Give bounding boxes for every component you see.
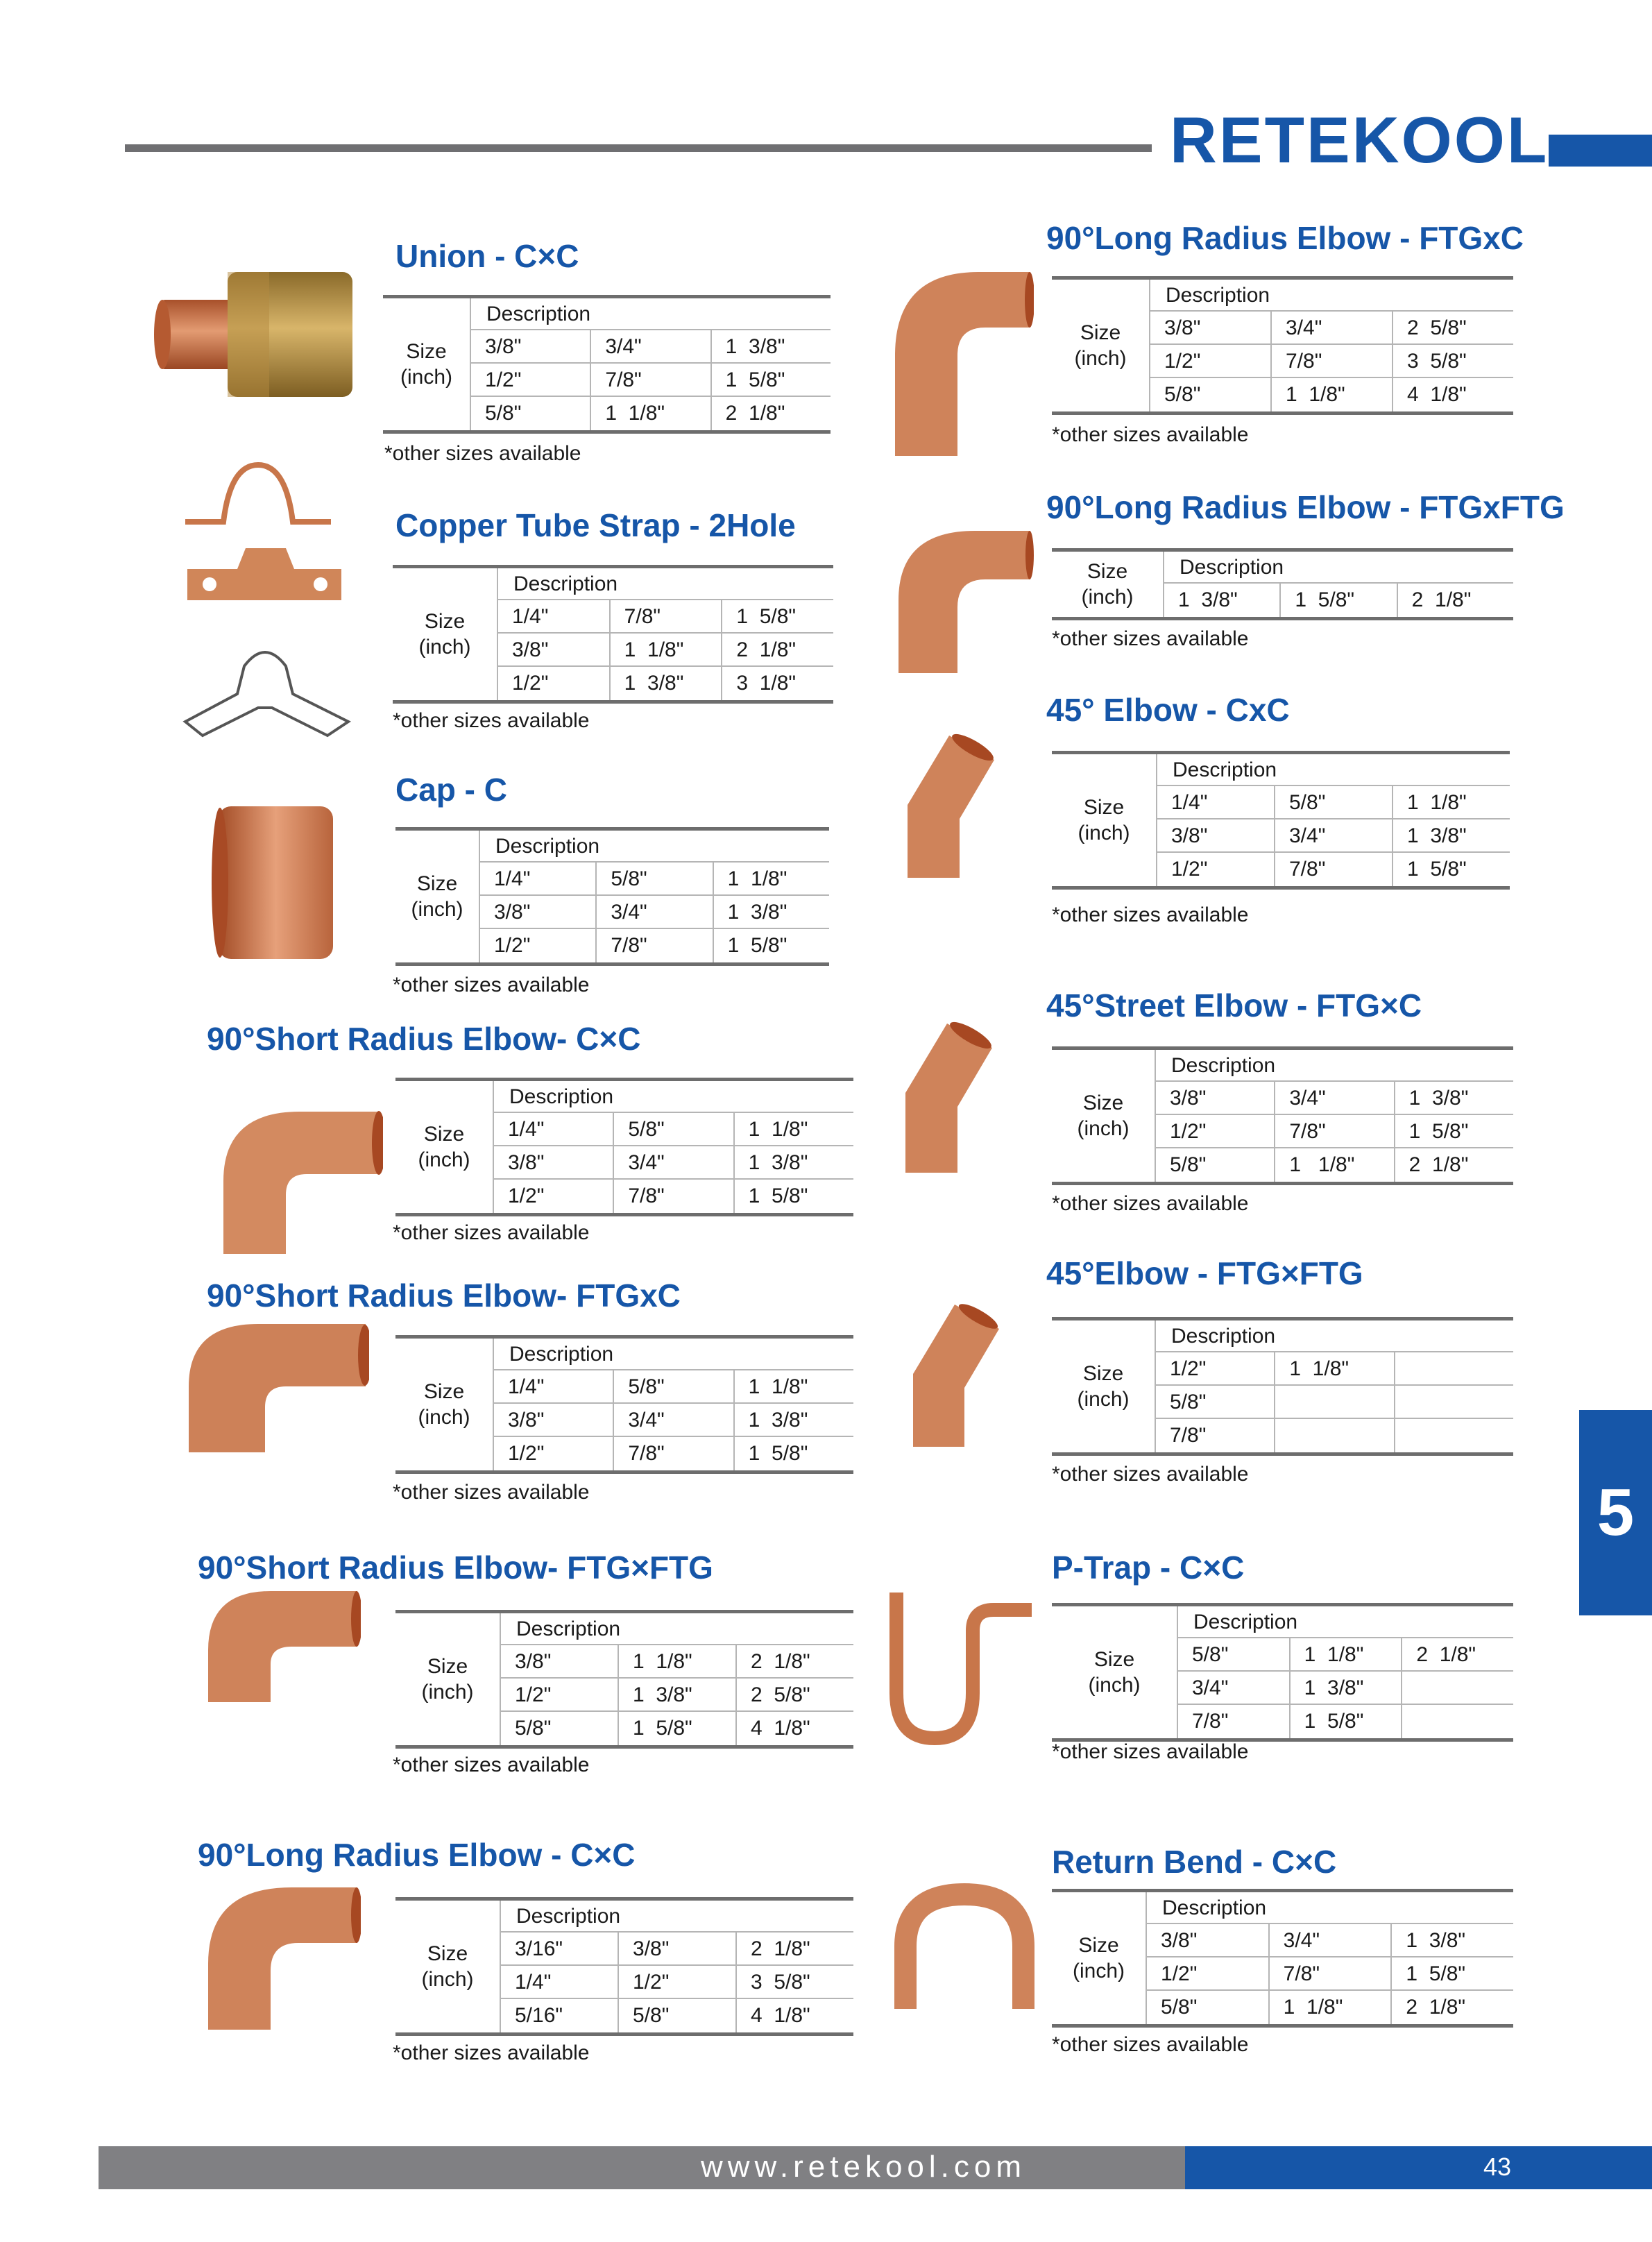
table-row: 3/8" 3/4" 2 5/8" [1149,312,1513,345]
size-label: Size (inch) [1081,559,1134,609]
table-row: 1/2" 7/8" 1 5/8" [470,364,831,397]
table-row: 1/4" 5/8" 1 1/8" [1156,786,1510,819]
spec-table-45-street-elbow [1052,1046,1513,1185]
long-elbow-cxc-image [201,1874,361,2033]
table-row: 1/2" 7/8" 1 5/8" [1156,853,1510,886]
size-label: Size (inch) [411,872,463,921]
table-row: 5/8" 1 1/8" 2 1/8" [1155,1148,1513,1182]
spec-table-short-elbow-ftgxftg [395,1610,853,1749]
size-label: Size (inch) [1074,321,1127,370]
footer-page-bar [1185,2146,1652,2189]
size-label: Size (inch) [421,1654,474,1704]
table-row: 5/8" 1 1/8" 2 1/8" [1146,1991,1513,2024]
brand-bar [1549,135,1652,167]
description-header: Description [1146,1892,1513,1924]
table-row: 1/4" 7/8" 1 5/8" [497,600,833,634]
table-row: 3/8" 3/4" 1 3/8" [1146,1924,1513,1957]
spec-table-long-elbow-ftgxftg [1052,548,1513,620]
table-row: 5/8" 1 5/8" 4 1/8" [500,1712,853,1745]
size-label: Size (inch) [418,1122,470,1171]
description-header: Description [1156,754,1510,786]
size-label: Size (inch) [1077,1361,1130,1411]
title-p-trap: P-Trap - C×C [1052,1549,1245,1586]
table-row: 3/16" 3/8" 2 1/8" [500,1933,853,1966]
footer-url: www.retekool.com [701,2150,1027,2184]
size-label: Size (inch) [421,1942,474,1991]
title-union: Union - C×C [395,238,579,274]
note-short-elbow-ftgxc: *other sizes available [393,1481,590,1504]
title-short-elbow-cxc: 90°Short Radius Elbow- C×C [207,1021,641,1057]
spec-table-45-elbow-cxc [1052,751,1510,890]
size-label: Size (inch) [1078,795,1130,844]
table-row: 3/8" 3/4" 1 3/8" [479,896,829,929]
table-row: 3/8" 3/4" 1 3/8" [493,1146,853,1180]
table-row: 1/2" 1 3/8" 2 5/8" [500,1679,853,1712]
45-elbow-ftgxftg-image [908,1298,1005,1450]
p-trap-image [883,1589,1035,1749]
short-elbow-cxc-image [196,1084,383,1257]
description-header: Description [497,568,833,600]
spec-table-long-elbow-cxc [395,1897,853,2036]
title-long-elbow-cxc: 90°Long Radius Elbow - C×C [198,1837,636,1873]
short-elbow-ftgxftg-image [201,1581,361,1706]
table-row: 1/2" 7/8" 1 5/8" [493,1437,853,1470]
title-45-elbow-cxc: 45° Elbow - CxC [1046,692,1290,728]
table-row: 1/2" 7/8" 3 5/8" [1149,345,1513,378]
section-tab: 5 [1579,1410,1652,1615]
table-row: 1/4" 1/2" 3 5/8" [500,1966,853,1999]
table-row: 3/8" 3/4" 1 3/8" [1155,1082,1513,1115]
45-street-elbow-image [899,1017,996,1176]
table-row: 5/8" 1 1/8" 2 1/8" [470,397,831,430]
strap-image [182,458,369,749]
table-row: 5/16" 5/8" 4 1/8" [500,1999,853,2032]
table-row: 1/2" 7/8" 1 5/8" [493,1180,853,1213]
table-row: 7/8" 1 5/8" [1177,1705,1513,1738]
description-header: Description [479,831,829,863]
table-row: 1/2" 1 1/8" [1155,1352,1513,1386]
table-row: 1/4" 5/8" 1 1/8" [493,1370,853,1404]
table-row: 5/8" [1155,1386,1513,1419]
short-elbow-ftgxc-image [182,1310,369,1456]
note-45-elbow-ftgxftg: *other sizes available [1052,1463,1249,1486]
table-row: 3/8" 3/4" 1 3/8" [470,330,831,364]
title-return-bend: Return Bend - C×C [1052,1844,1337,1880]
table-row: 1/2" 7/8" 1 5/8" [1146,1957,1513,1991]
spec-table-p-trap [1052,1603,1513,1742]
note-short-elbow-cxc: *other sizes available [393,1221,590,1244]
description-header: Description [470,298,831,330]
spec-table-return-bend [1052,1889,1513,2028]
table-row: 5/8" 1 1/8" 4 1/8" [1149,378,1513,411]
45-elbow-cxc-image [901,729,998,881]
size-label: Size (inch) [1072,1933,1125,1982]
long-elbow-ftgxc-image [888,258,1034,459]
cap-image [205,799,343,966]
table-row: 7/8" [1155,1419,1513,1452]
spec-table-long-elbow-ftgxc [1052,276,1513,415]
size-label: Size (inch) [418,609,471,659]
size-label: Size (inch) [418,1379,470,1429]
table-row: 3/8" 1 1/8" 2 1/8" [497,634,833,667]
description-header: Description [493,1339,853,1370]
description-header: Description [1155,1050,1513,1082]
description-header: Description [1155,1320,1513,1352]
spec-table-union [383,295,831,434]
description-header: Description [1149,280,1513,312]
table-row: 1/4" 5/8" 1 1/8" [479,863,829,896]
table-row: 1/2" 1 3/8" 3 1/8" [497,667,833,700]
table-row: 3/4" 1 3/8" [1177,1672,1513,1705]
note-long-elbow-ftgxc: *other sizes available [1052,423,1249,446]
return-bend-image [888,1880,1041,2012]
note-long-elbow-cxc: *other sizes available [393,2041,590,2064]
size-label: Size (inch) [1077,1091,1130,1140]
title-45-elbow-ftgxftg: 45°Elbow - FTG×FTG [1046,1255,1363,1291]
size-label: Size (inch) [1088,1647,1141,1697]
note-45-street-elbow: *other sizes available [1052,1192,1249,1215]
description-header: Description [500,1613,853,1645]
note-return-bend: *other sizes available [1052,2033,1249,2056]
title-long-elbow-ftgxc: 90°Long Radius Elbow - FTGxC [1046,220,1524,256]
spec-table-short-elbow-cxc [395,1078,853,1216]
title-long-elbow-ftgxftg: 90°Long Radius Elbow - FTGxFTG [1046,489,1565,525]
table-row: 3/8" 3/4" 1 3/8" [493,1404,853,1437]
note-union: *other sizes available [384,442,581,465]
brand-logo: RETEKOOL [1170,103,1549,176]
note-short-elbow-ftgxftg: *other sizes available [393,1753,590,1776]
note-p-trap: *other sizes available [1052,1740,1249,1763]
table-row: 3/8" 1 1/8" 2 1/8" [500,1645,853,1679]
spec-table-strap [393,565,833,704]
header-rule [125,144,1152,152]
spec-table-45-elbow-ftgxftg [1052,1317,1513,1456]
size-label: Size (inch) [400,339,452,389]
title-short-elbow-ftgxc: 90°Short Radius Elbow- FTGxC [207,1277,681,1314]
table-row: 1 3/8" 1 5/8" 2 1/8" [1163,584,1513,617]
page-number: 43 [1483,2152,1512,2181]
title-short-elbow-ftgxftg: 90°Short Radius Elbow- FTG×FTG [198,1549,713,1586]
table-row: 1/2" 7/8" 1 5/8" [479,929,829,962]
title-45-street-elbow: 45°Street Elbow - FTG×C [1046,987,1422,1024]
note-strap: *other sizes available [393,709,590,732]
description-header: Description [493,1081,853,1113]
title-strap: Copper Tube Strap - 2Hole [395,507,796,543]
spec-table-short-elbow-ftgxc [395,1335,853,1474]
note-cap: *other sizes available [393,974,590,996]
spec-table-cap [395,827,829,966]
note-45-elbow-cxc: *other sizes available [1052,903,1249,926]
description-header: Description [1163,552,1513,584]
description-header: Description [500,1901,853,1933]
note-long-elbow-ftgxftg: *other sizes available [1052,627,1249,650]
table-row: 1/4" 5/8" 1 1/8" [493,1113,853,1146]
description-header: Description [1177,1606,1513,1638]
title-cap: Cap - C [395,772,507,808]
table-row: 1/2" 7/8" 1 5/8" [1155,1115,1513,1148]
long-elbow-ftgxftg-image [892,517,1037,677]
table-row: 5/8" 1 1/8" 2 1/8" [1177,1638,1513,1672]
table-row: 3/8" 3/4" 1 3/8" [1156,819,1510,853]
union-image [151,258,366,418]
